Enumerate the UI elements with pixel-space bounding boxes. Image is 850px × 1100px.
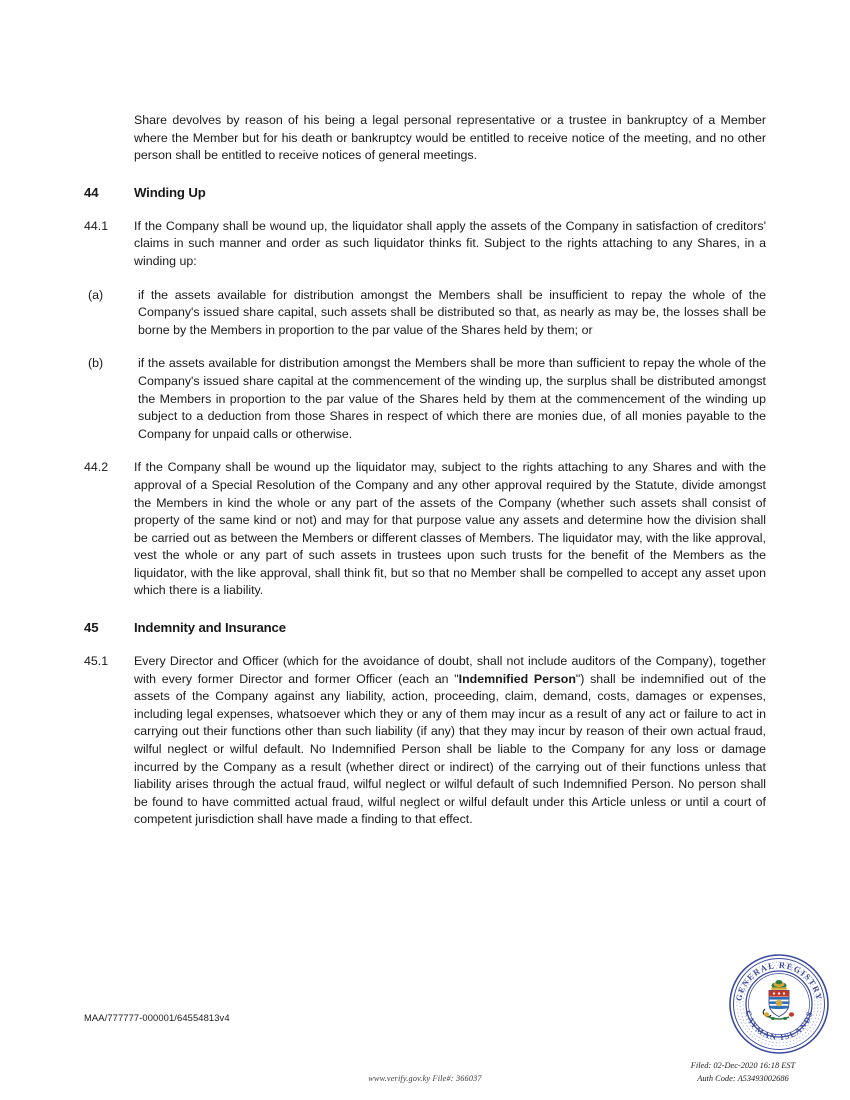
subclause-44-1-a	[84, 287, 766, 340]
section-number-45: 45	[84, 620, 99, 636]
section-title-45: Indemnity and Insurance	[134, 620, 286, 636]
subclause-group-44-1	[84, 287, 766, 444]
clause-number-44-2: 44.2	[84, 460, 109, 475]
defined-term-indemnified-person: Indemnified Person	[458, 671, 576, 686]
subclause-text-b: if the assets available for distribution amongst the Members shall be more than sufficient to repay the whole of the Company's issued share capital at the commencement of the winding up, the surplus shall be distributed amongst the Members in proportion to the par value of the Shares held by them at the commencement of the winding up subject to a deduction from those Shares in respect of which there are monies due, of all monies payable to the Company for unpaid calls or otherwise.	[138, 356, 766, 441]
clause-45-1-text-part-2: ") shall be indemnified out of the assets of the Company against any liability, action, proceeding, claim, demand, costs, damages or expenses, including legal expenses, whatsoever which they or any of them may incur as a result of any act or failure to act in carrying out their functions other than such liability (if any) that they may incur by reason of their own actual fraud, wilful neglect or wilful default. No Indemnified Person shall be liable to the Company for any loss or damage incurred by the Company as a result (whether direct or indirect) of the carrying out of their functions unless that liability arises through the actual fraud, wilful neglect or wilful default of such Indemnified Person. No person shall be found to have committed actual fraud, wilful neglect or wilful default under this Article unless or until a court of competent jurisdiction shall have made a finding to that effect.	[134, 671, 766, 827]
clause-text-44-1: If the Company shall be wound up, the liquidator shall apply the assets of the Company in satisfaction of creditors' claims in such manner and order as such liquidator thinks fit. Subject to the rights attaching to any Shares, in a winding up:	[134, 218, 766, 268]
lead-paragraph-text: Share devolves by reason of his being a legal personal representative or a trustee in bankruptcy of a Member where the Member but for his death or bankruptcy would be entitled to receive notice of the meeting, and no other person shall be entitled to receive notices of general meetings.	[134, 113, 766, 163]
clause-44-2	[84, 459, 766, 600]
section-title-44: Winding Up	[134, 184, 206, 200]
document-reference: MAA/777777-000001/64554813v4	[84, 1012, 230, 1023]
subclause-marker-b: (b)	[88, 356, 104, 371]
lead-paragraph-row	[84, 112, 766, 165]
section-number-44: 44	[84, 184, 99, 200]
clause-text-44-2: If the Company shall be wound up the liquidator may, subject to the rights attaching to any Shares and with the approval of a Special Resolution of the Company and any other approval required by the Statute, divide amongst the Members in kind the whole or any part of the assets of the Company (whether such assets shall consist of property of the same kind or not) and may for that purpose value any assets and determine how the division shall be carried out as between the Members or different classes of Members. The liquidator may, with the like approval, vest the whole or any part of such assets in trustees upon such trusts for the benefit of the Members as the liquidator, with the like approval, shall think fit, but so that no Member shall be compelled to accept any asset upon which there is a liability.	[134, 460, 766, 598]
subclause-marker-a: (a)	[88, 287, 104, 302]
filed-timestamp: Filed: 02-Dec-2020 16:18 EST	[690, 1061, 796, 1070]
section-heading-44	[84, 185, 766, 200]
general-registry-seal-icon	[727, 952, 831, 1056]
document-body	[84, 112, 766, 843]
seal-top-arc-text: GENERAL REGISTRY	[734, 960, 824, 1002]
clause-number-45-1: 45.1	[84, 654, 109, 669]
clause-44-1	[84, 218, 766, 271]
auth-code: Auth Code: A53493002686	[697, 1073, 789, 1083]
subclause-44-1-b	[84, 355, 766, 443]
clause-45-1-text-part-1: Every Director and Officer (which for the avoidance of doubt, shall not include auditors of the Company), together with every former Director and former Officer (each an "	[134, 654, 766, 686]
clause-45-1	[84, 653, 766, 829]
verification-footer: www.verify.gov.ky File#: 366037	[368, 1074, 482, 1083]
cayman-coat-of-arms	[763, 980, 794, 1020]
section-heading-45	[84, 620, 766, 635]
filing-stamp	[648, 1060, 838, 1085]
clause-number-44-1: 44.1	[84, 218, 109, 233]
subclause-text-a: if the assets available for distribution amongst the Members shall be insufficient to repay the whole of the Company's issued share capital, such assets shall be distributed so that, as nearly as may be, the losses shall be borne by the Members in proportion to the par value of the Shares held by them; or	[138, 287, 766, 337]
clause-text-45-1	[134, 653, 766, 829]
seal-bottom-arc-text: CAYMAN ISLANDS	[743, 1009, 815, 1043]
